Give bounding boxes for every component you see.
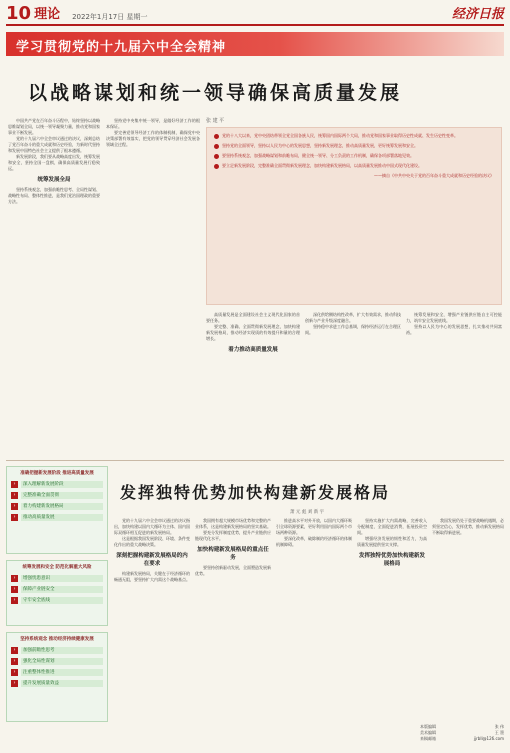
- article-1-subhead-2: 着力推动高质量发展: [228, 347, 278, 353]
- paragraph: 要充分发挥制度优势，提升产业链供应链现代化水平。: [195, 530, 271, 541]
- paragraph: 坚持以人民为中心的发展思想，扎实推动共同富裕。: [406, 324, 502, 335]
- sidebar-item[interactable]: › 注重整体性推进: [11, 668, 103, 677]
- credit-row: 本版编辑 张 伟: [420, 724, 504, 729]
- article-2-column-3: [276, 518, 352, 746]
- highlight-item: 要坚持系统观念，加强战略谋划和前瞻布局，健全统一领导、分工负责的工作机制，确保各项部署落地见效。: [214, 153, 494, 159]
- chevron-right-icon: ›: [11, 680, 18, 687]
- highlight-source: ——摘自《中共中央关于党的百年奋斗重大成就和历史经验的决议》: [374, 173, 494, 178]
- paragraph: 这是根据我国发展阶段、环境、条件变化作出的重大战略决策。: [114, 536, 190, 547]
- masthead: 经济日报: [451, 7, 504, 22]
- article-2-subhead-3: 发挥独特优势加快构建新发展格局: [358, 553, 425, 567]
- chevron-right-icon: ›: [11, 575, 18, 582]
- sidebar-item[interactable]: › 推动高质量发展: [11, 513, 103, 522]
- highlight-item: 要立足新发展阶段，完整准确全面贯彻新发展理念，加快构建新发展格局，以高质量发展推动中国式现代化建设。: [214, 163, 494, 169]
- paragraph: 推进高水平对外开放，以国内大循环吸引全球资源要素，更好利用国内国际两个市场两种资源。: [276, 518, 352, 535]
- chevron-right-icon: ›: [11, 514, 18, 521]
- bullet-icon: [214, 144, 219, 149]
- article-2-column-1: [114, 518, 190, 746]
- article-2-subhead-1: 深刻把握构建新发展格局的内在要求: [116, 553, 188, 567]
- article-2-column-5: [432, 518, 504, 718]
- article-1-subhead-1: 统筹发展全局: [37, 177, 71, 183]
- paragraph: 坚持稳中求进工作总基调，保持经济运行在合理区间。: [305, 324, 401, 335]
- issue-date: 2022年1月17日 星期一: [72, 13, 148, 21]
- sidebar-item[interactable]: › 强化全局性谋划: [11, 657, 103, 666]
- sidebar-item[interactable]: › 完整准确全面贯彻: [11, 491, 103, 500]
- article-2-subhead-2: 加快构建新发展格局的重点任务: [197, 547, 269, 561]
- sidebar-item[interactable]: › 着力构建新发展格局: [11, 502, 103, 511]
- article-1-column-4: [305, 312, 401, 458]
- article-1-column-2: [106, 118, 200, 458]
- section-divider: [6, 460, 504, 461]
- page-number: 10: [6, 3, 32, 24]
- paragraph: 党的十九届六中全会审议通过的决议，深刻总结了党百年奋斗的重大成就和历史经验，为新时代坚持和发展中国特色社会主义提供了根本遵循。: [8, 136, 100, 153]
- sidebar-box-title: 准确把握新发展阶段 推进高质量发展: [20, 471, 94, 476]
- article-2-column-4: [357, 518, 427, 746]
- sidebar-item[interactable]: › 增强忧患意识: [11, 574, 103, 583]
- chevron-right-icon: ›: [11, 586, 18, 593]
- series-banner-title: 学习贯彻党的十九届六中全会精神: [16, 40, 227, 55]
- credit-row: 来稿邮箱 jjrbll@126.com: [420, 736, 504, 741]
- sidebar-box-1: [6, 466, 108, 554]
- sidebar-box-2: [6, 560, 108, 626]
- chevron-right-icon: ›: [11, 669, 18, 676]
- sidebar-box-3: [6, 632, 108, 722]
- bullet-icon: [214, 154, 219, 159]
- paragraph: 坚持党中央集中统一领导，是做好经济工作的根本保证。: [106, 118, 200, 129]
- chevron-right-icon: ›: [11, 492, 18, 499]
- highlight-item: 党的十八大以来，党中央团结带领全党全国各族人民，统筹国内国际两个大局，推动党和国家事业取得历史性成就、发生历史性变革。: [214, 133, 494, 139]
- paragraph: 坚持实施扩大内需战略，完善收入分配制度，全面促进消费，拓展投资空间。: [357, 518, 427, 535]
- bullet-icon: [214, 164, 219, 169]
- paragraph: 坚持系统观念，加强前瞻性思考、全局性谋划、战略性布局、整体性推进，是我们党治国理政的重要方法。: [8, 187, 100, 204]
- paragraph: 要完整、准确、全面贯彻新发展理念，加快构建新发展格局，推动经济实现质的有效提升和量的合理增长。: [206, 324, 300, 341]
- credit-row: 美术编辑 王 墨: [420, 730, 504, 735]
- paragraph: 构建新发展格局，关键在于经济循环的畅通无阻，要坚持扩大内需这个战略基点。: [114, 571, 190, 582]
- paragraph: 要完善党领导经济工作的体制机制，确保党中央决策部署有效落实，把党的领导贯穿经济社会发展各领域全过程。: [106, 130, 200, 147]
- paragraph: 深化供给侧结构性改革，扩大有效需求，推动科技创新与产业升级深度融合。: [305, 312, 401, 323]
- page-header: [6, 4, 504, 26]
- paragraph: 我国发展仍处于重要战略机遇期，必须坚定信心，发挥优势，推动新发展格局不断取得新进展。: [432, 518, 504, 535]
- bullet-icon: [214, 134, 219, 139]
- sidebar-item[interactable]: › 深入理解新发展阶段: [11, 480, 103, 489]
- sidebar-item[interactable]: › 提升发展质量效益: [11, 679, 103, 688]
- paragraph: 高质量发展是全面建设社会主义现代化国家的首要任务。: [206, 312, 300, 323]
- sidebar-box-title: 坚持系统观念 推动经济持续健康发展: [20, 637, 94, 642]
- article-1-column-5: [406, 312, 502, 458]
- article-1-byline: 张 建 平: [206, 118, 225, 124]
- paragraph: 增强经济发展的韧性和活力，为高质量发展提供坚实支撑。: [357, 536, 427, 547]
- highlight-item: 坚持党的全面领导，坚持以人民为中心的发展思想，坚持新发展理念，推动高质量发展，更好统筹发展和安全。: [214, 143, 494, 149]
- sidebar-box-title: 统筹发展和安全 防范化解重大风险: [22, 565, 92, 570]
- paragraph: 要深化改革，破除制约经济循环的体制机制障碍。: [276, 536, 352, 547]
- paragraph: 统筹发展和安全，增强产业链供应链自主可控能力，筑牢安全发展底线。: [406, 312, 502, 323]
- article-2-column-2: [195, 518, 271, 746]
- series-banner: [6, 32, 504, 56]
- section-name: 理论: [34, 7, 61, 22]
- sidebar-item[interactable]: › 守牢安全底线: [11, 596, 103, 605]
- article-2-byline: 萧 元 彪 刘 新 宇: [290, 510, 325, 515]
- paragraph: 要坚持创新驱动发展，全面塑造发展新优势。: [195, 565, 271, 576]
- paragraph: 我国拥有超大规模市场优势和完整的产业体系，这是构建新发展格局的坚实基础。: [195, 518, 271, 529]
- article-1-headline: 以战略谋划和统一领导确保高质量发展: [28, 82, 403, 104]
- editor-credits: [420, 724, 504, 742]
- chevron-right-icon: ›: [11, 658, 18, 665]
- chevron-right-icon: ›: [11, 597, 18, 604]
- paragraph: 党的十九届六中全会审议通过的决议指出，加快构建以国内大循环为主体、国内国际双循环相互促进的新发展格局。: [114, 518, 190, 535]
- chevron-right-icon: ›: [11, 647, 18, 654]
- paragraph: 中国共产党在百年奋斗历程中，始终坚持以战略思维谋划全局，以统一领导凝聚力量，推动党和国家事业不断发展。: [8, 118, 100, 135]
- chevron-right-icon: ›: [11, 503, 18, 510]
- highlight-box: [206, 127, 502, 305]
- sidebar-item[interactable]: › 加强前瞻性思考: [11, 646, 103, 655]
- paragraph: 新发展阶段，我们要从战略高度出发，统筹发展和安全，坚持全国一盘棋，确保高质量发展行稳致远。: [8, 154, 100, 171]
- article-2-headline: 发挥独特优势加快构建新发展格局: [120, 483, 391, 502]
- article-1-column-1: [8, 118, 100, 458]
- chevron-right-icon: ›: [11, 481, 18, 488]
- sidebar-item[interactable]: › 保障产业链安全: [11, 585, 103, 594]
- article-1-column-3: [206, 312, 300, 458]
